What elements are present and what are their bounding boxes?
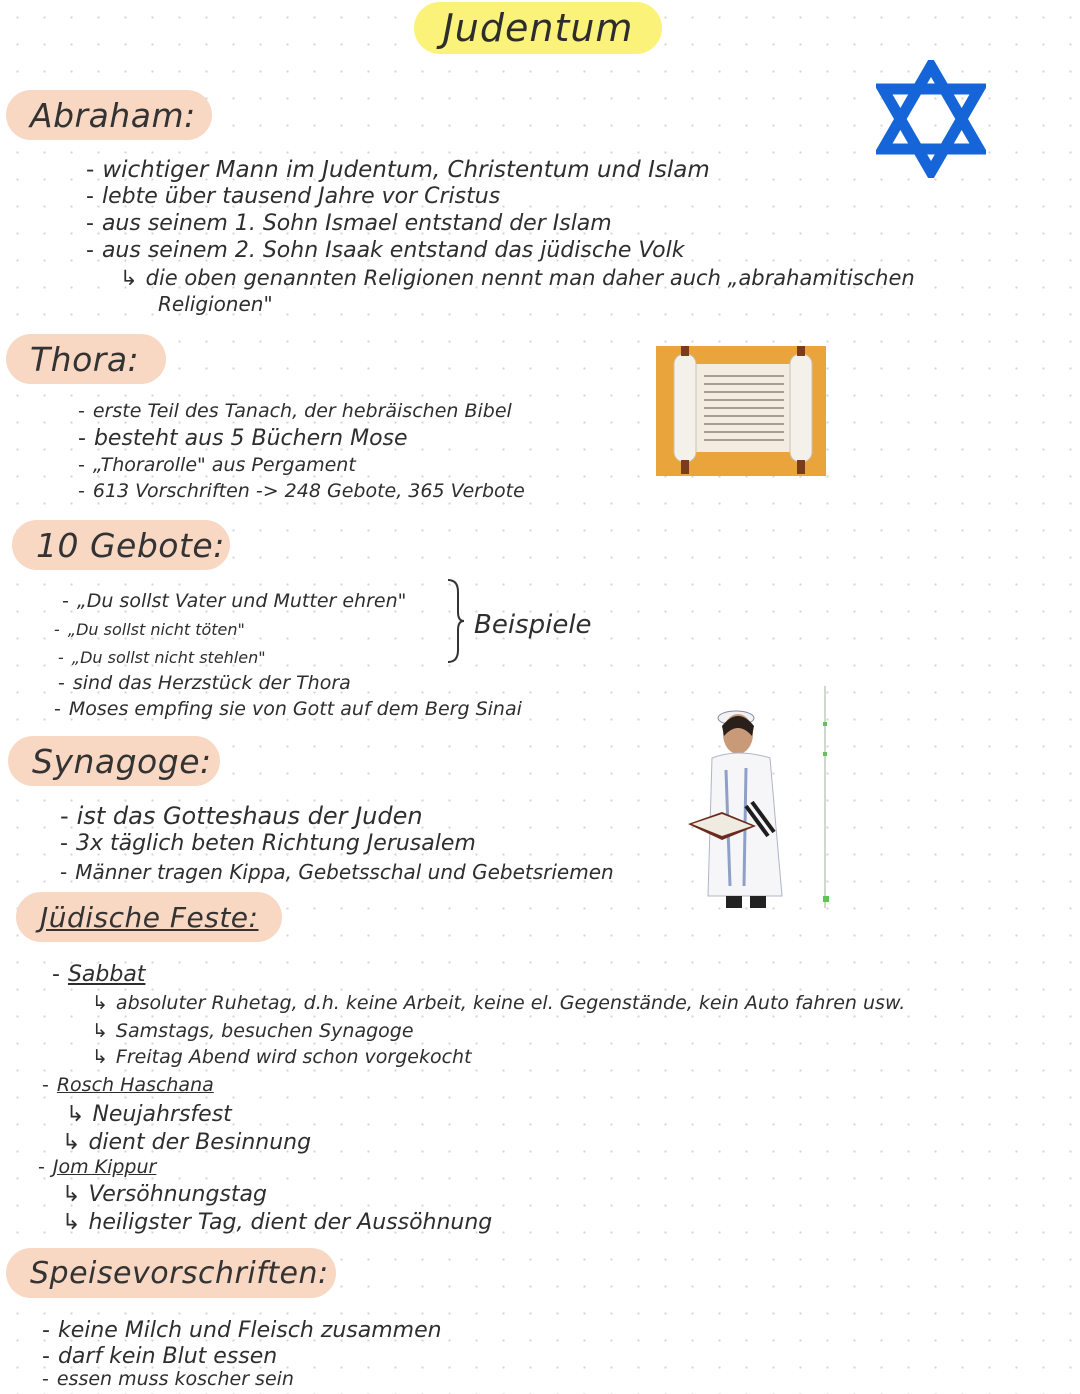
sabbat-note-2: ↳ Samstags, besuchen Synagoge <box>92 1020 414 1042</box>
gebote-line-2: - Moses empfing sie von Gott auf dem Berg Sinai <box>54 698 522 720</box>
gebote-example-3: - „Du sollst nicht stehlen" <box>58 648 266 667</box>
synagoge-heading: Synagoge: <box>32 741 212 781</box>
synagoge-line-1: - ist das Gotteshaus der Juden <box>60 802 423 830</box>
gebote-heading-highlight <box>12 520 230 570</box>
speise-line-3: - essen muss koscher sein <box>42 1368 294 1390</box>
abraham-note-line-2: Religionen" <box>158 292 273 316</box>
synagoge-line-3: - Männer tragen Kippa, Gebetsschal und Gebetsriemen <box>60 860 614 884</box>
feste-sabbat: - Sabbat <box>52 962 146 987</box>
gebote-example-1: - „Du sollst Vater und Mutter ehren" <box>62 590 407 612</box>
brace-icon <box>446 578 466 664</box>
abraham-heading: Abraham: <box>30 95 196 135</box>
thora-line-1: - erste Teil des Tanach, der hebräischen Bibel <box>78 400 512 422</box>
jom-note-1: ↳ Versöhnungstag <box>62 1182 267 1207</box>
speise-line-1: - keine Milch und Fleisch zusammen <box>42 1318 442 1343</box>
sabbat-note-1: ↳ absoluter Ruhetag, d.h. keine Arbeit, keine el. Gegenstände, kein Auto fahren usw. <box>92 992 906 1014</box>
rosch-note-2: ↳ dient der Besinnung <box>62 1130 312 1155</box>
feste-rosch: - Rosch Haschana <box>42 1074 214 1096</box>
abraham-note-line-1: ↳ die oben genannten Religionen nennt man daher auch „abrahamitischen <box>120 266 915 290</box>
jom-note-2: ↳ heiligster Tag, dient der Aussöhnung <box>62 1210 493 1235</box>
sabbat-note-3: ↳ Freitag Abend wird schon vorgekocht <box>92 1046 472 1068</box>
gebote-examples-label: Beispiele <box>474 610 592 640</box>
page-title: Judentum <box>442 6 634 50</box>
torah-scroll-image <box>656 346 826 476</box>
abraham-line-1: - wichtiger Mann im Judentum, Christentum und Islam <box>86 157 710 183</box>
synagoge-heading-highlight <box>8 736 220 786</box>
thora-heading: Thora: <box>30 339 140 379</box>
abraham-line-4: - aus seinem 2. Sohn Isaak entstand das jüdische Volk <box>86 238 685 263</box>
thora-line-2: - besteht aus 5 Büchern Mose <box>78 426 408 451</box>
thora-line-4: - 613 Vorschriften -> 248 Gebote, 365 Verbote <box>78 480 525 502</box>
gebote-line-1: - sind das Herzstück der Thora <box>58 672 351 694</box>
speise-heading-highlight <box>6 1248 336 1298</box>
abraham-line-3: - aus seinem 1. Sohn Ismael entstand der Islam <box>86 211 612 236</box>
thora-heading-highlight <box>6 334 166 384</box>
speise-heading: Speisevorschriften: <box>30 1255 329 1291</box>
feste-heading: Jüdische Feste: <box>40 900 259 934</box>
abraham-heading-highlight <box>6 90 212 140</box>
feste-heading-highlight <box>16 892 282 942</box>
title-highlight <box>414 2 662 54</box>
praying-man-image <box>686 686 840 908</box>
speise-line-2: - darf kein Blut essen <box>42 1344 278 1369</box>
rosch-note-1: ↳ Neujahrsfest <box>66 1102 232 1127</box>
synagoge-line-2: - 3x täglich beten Richtung Jerusalem <box>60 831 476 856</box>
abraham-line-2: - lebte über tausend Jahre vor Cristus <box>86 184 501 209</box>
feste-jom: - Jom Kippur <box>38 1156 157 1178</box>
gebote-example-2: - „Du sollst nicht töten" <box>54 620 245 639</box>
thora-line-3: - „Thorarolle" aus Pergament <box>78 454 356 476</box>
gebote-heading: 10 Gebote: <box>36 525 225 565</box>
star-of-david-icon <box>876 60 986 178</box>
